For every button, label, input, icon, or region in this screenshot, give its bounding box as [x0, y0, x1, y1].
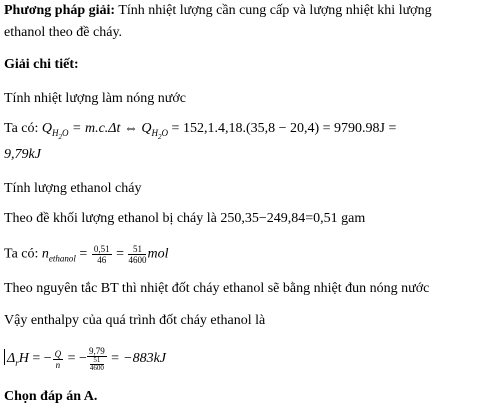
equation-enthalpy: $\Delta_rH$ = − $\frac{Q}{n}$ = − $\frac{9,79}{\frac{51}{4600}}$ = −883kJ: [4, 346, 166, 372]
method-line-2: ethanol theo đề cháy.: [4, 25, 123, 40]
fraction-q-over-n: $\frac{Q}{n}$: [54, 348, 62, 370]
step-1-text: Tính nhiệt lượng làm nóng nước: [4, 91, 187, 106]
equation-heat-result: 9,79kJ: [4, 147, 41, 162]
principle-line: Theo nguyên tắc BT thì nhiệt đốt cháy ethanol sẽ bằng nhiệt đun nóng nước: [4, 281, 430, 296]
fraction-enthalpy-value: $\frac{9,79}{\frac{51}{4600}}$: [88, 346, 105, 372]
method-line: [4, 2, 432, 20]
step-2-text: Tính lượng ethanol cháy: [4, 181, 142, 196]
equation-heat-water: Ta có: $Q_{H_2O} = m.c.\Delta t$ ⇔ $Q_{H_2O} = 152,1.4,18.(35,8 - 20,4) = 9790.98J$ =: [4, 121, 397, 141]
enthalpy-intro: Vậy enthalpy của quá trình đốt cháy ethanol là: [4, 313, 266, 328]
mass-ethanol-line: Theo đề khối lượng ethanol bị cháy là 250,35−249,84=0,51 gam: [4, 211, 366, 226]
fraction-mass-molar: $\frac{0,51}{46}$: [93, 244, 110, 265]
method-text: Tính nhiệt lượng cần cung cấp và lượng nhiệt khi lượng: [115, 3, 432, 18]
method-heading: Phương pháp giải:: [4, 3, 116, 18]
detail-heading: Giải chi tiết:: [4, 57, 79, 72]
equation-moles: Ta có: $n_{ethanol}$ = $\frac{0,51}{46}$ = $\frac{51}{4600}$ mol: [4, 244, 169, 265]
text-cursor: [4, 349, 5, 365]
fraction-moles: $\frac{51}{4600}$: [128, 244, 147, 265]
answer-line: Chọn đáp án A.: [4, 389, 98, 404]
